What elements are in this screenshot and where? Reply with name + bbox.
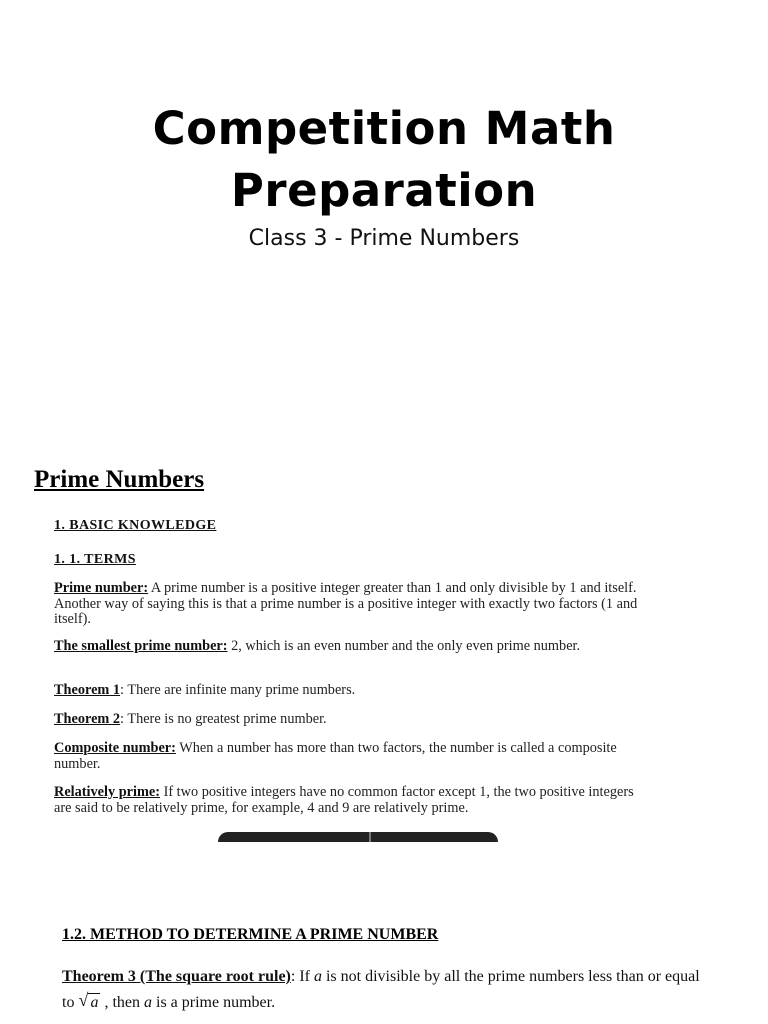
title-line-2: Preparation bbox=[230, 164, 538, 217]
term-label: The smallest prime number: bbox=[54, 638, 228, 654]
terms-heading: 1. 1. TERMS bbox=[54, 552, 136, 567]
term-label: Relatively prime: bbox=[54, 784, 160, 800]
term-label: Composite number: bbox=[54, 740, 176, 756]
method-heading: 1.2. METHOD TO DETERMINE A PRIME NUMBER bbox=[62, 926, 439, 943]
theorem-3-text-2: is not divisible by all the prime numbers less than or equal to bbox=[62, 968, 700, 1011]
theorem-3-label: Theorem 3 (The square root rule) bbox=[62, 968, 291, 985]
theorem-3-text-1: : If bbox=[290, 968, 314, 985]
theorem-2 bbox=[54, 712, 654, 728]
term-text: When a number has more than two factors, the number is called a composite number. bbox=[54, 740, 617, 772]
definition-relatively-prime bbox=[54, 785, 654, 816]
document-subtitle: Class 3 - Prime Numbers bbox=[248, 226, 520, 251]
term-label: Theorem 2 bbox=[54, 711, 121, 727]
scan-artifact-bar bbox=[218, 832, 498, 842]
term-label: Theorem 1 bbox=[54, 682, 121, 698]
term-text: A prime number is a positive integer greater than 1 and only divisible by 1 and itself. Another way of saying this is that a prime number is a positive integer with exactly two factors (1 and itself). bbox=[54, 580, 638, 627]
radical-sign: √ bbox=[78, 990, 89, 1010]
term-text: : There are infinite many prime numbers. bbox=[120, 682, 356, 698]
theorem-3-text-4: is a prime number. bbox=[152, 994, 276, 1011]
basic-knowledge-heading: 1. BASIC KNOWLEDGE bbox=[54, 518, 217, 533]
definition-composite-number bbox=[54, 741, 654, 772]
theorem-1 bbox=[54, 683, 654, 699]
radicand: a bbox=[90, 994, 99, 1011]
term-label: Prime number: bbox=[54, 580, 149, 596]
document-title bbox=[0, 98, 768, 222]
theorem-3-text-3: , then bbox=[100, 994, 144, 1011]
term-text: 2, which is an even number and the only even prime number. bbox=[227, 638, 581, 654]
term-text: : There is no greatest prime number. bbox=[120, 711, 327, 727]
section-heading: Prime Numbers bbox=[34, 466, 205, 493]
theorem-3 bbox=[62, 964, 702, 1016]
title-line-1: Competition Math bbox=[152, 102, 616, 155]
variable-a: a bbox=[144, 994, 152, 1011]
term-text: If two positive integers have no common factor except 1, the two positive integers are said to be relatively prime, for example, 4 and 9 are relatively prime. bbox=[54, 784, 634, 816]
definition-smallest-prime bbox=[54, 639, 654, 655]
definition-prime-number bbox=[54, 581, 654, 628]
square-root-a bbox=[78, 990, 100, 1016]
scan-artifact-divider bbox=[369, 832, 371, 842]
variable-a: a bbox=[313, 968, 322, 985]
